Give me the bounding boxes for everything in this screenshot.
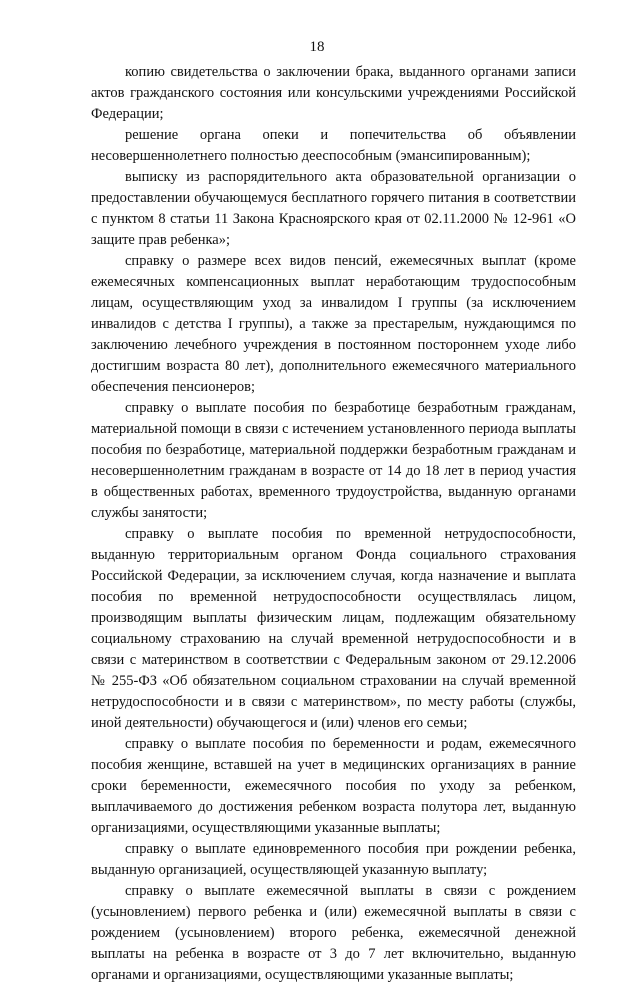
paragraph: выписку из распорядительного акта образовательной организации о предоставлении обучающемуся бесплатного горячего питания в соответствии с пунктом 8 статьи 11 Закона Красноярского края от 02.11.2000 № 12-961 «О защите прав ребенка»; [91,169,576,248]
paragraph: справку о размере всех видов пенсий, ежемесячных выплат (кроме ежемесячных компенсационных выплат неработающим трудоспособным лицам, осуществляющим уход за инвалидом I группы (за исключением инвалидов с детства I группы), а также за престарелым, нуждающимся по заключению лечебного учреждения в постоянном постороннем уходе либо достигшим возраста 80 лет), дополнительного ежемесячного материального обеспечения пенсионеров; [91,253,576,395]
paragraph: справку о выплате ежемесячной выплаты в связи с рождением (усыновлением) первого ребенка и (или) ежемесячной выплаты в связи с рождением (усыновлением) второго ребенка, ежемесячной денежной выплаты на ребенка в возрасте от 3 до 7 лет включительно, выданную органами и организациями, осуществляющими указанные выплаты; [91,883,576,983]
paragraph: справку о выплате пособия по беременности и родам, ежемесячного пособия женщине, вставшей на учет в медицинских организациях в ранние сроки беременности, ежемесячного пособия по уходу за ребенком, выплачиваемого до достижения ребенком возраста полутора лет, выданную организациями, осуществляющими указанные выплаты; [91,736,576,836]
page-number: 18 [309,39,325,55]
paragraph: справку о выплате пособия по безработице безработным гражданам, материальной помощи в связи с истечением установленного периода выплаты пособия по безработице, материальной поддержки безработным гражданам и несовершеннолетним гражданам в возрасте от 14 до 18 лет в период участия в общественных работах, временного трудоустройства, выданную органами службы занятости; [91,400,576,521]
paragraph: справку о выплате пособия по временной нетрудоспособности, выданную территориальным органом Фонда социального страхования Российской Федерации, за исключением случая, когда назначение и выплата пособия по временной нетрудоспособности осуществлялась лицом, производящим выплаты физическим лицам, подлежащим обязательному социальному страхованию на случай временной нетрудоспособности и в связи с материнством в соответствии с Федеральным законом от 29.12.2006 № 255-ФЗ «Об обязательном социальном страховании на случай временной нетрудоспособности и в связи с материнством», по месту работы (службы, иной деятельности) обучающегося и (или) членов его семьи; [91,526,576,731]
paragraph: справку о выплате единовременного пособия при рождении ребенка, выданную организацией, осуществляющей указанную выплату; [91,841,576,878]
paragraph: решение органа опеки и попечительства об объявлении несовершеннолетнего полностью дееспособным (эмансипированным); [91,127,576,164]
document-body [91,62,576,986]
paragraph: копию свидетельства о заключении брака, выданного органами записи актов гражданского состояния или консульскими учреждениями Российской Федерации; [91,64,576,122]
